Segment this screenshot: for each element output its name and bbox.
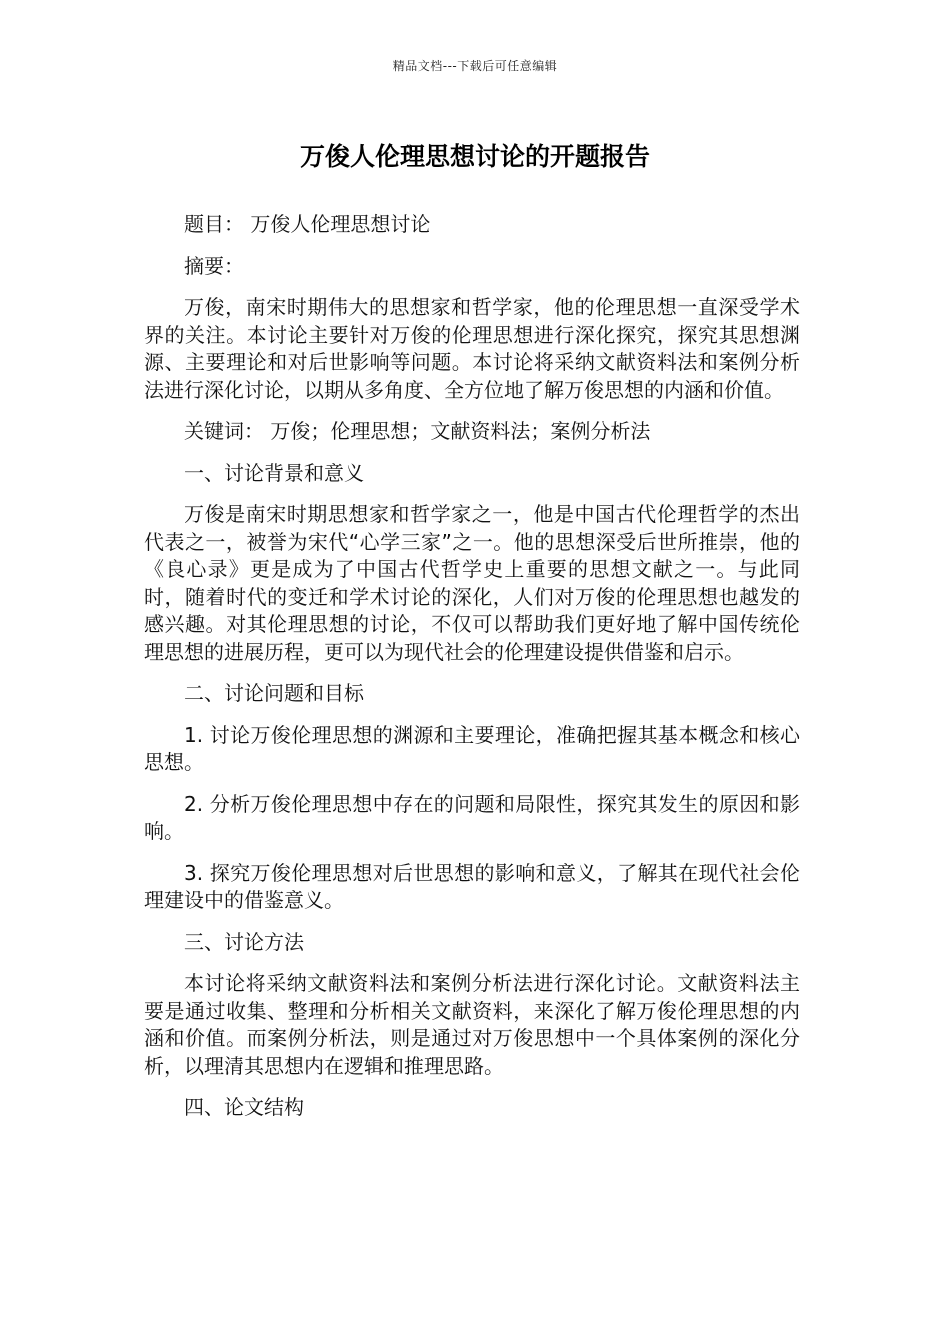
abstract-paragraph: 万俊，南宋时期伟大的思想家和哲学家，他的伦理思想一直深受学术界的关注。本讨论主要针对万俊的伦理思想进行深化探究，探究其思想渊源、主要理论和对后世影响等问题。本讨论将采纳文献资料法和案例分析法进行深化讨论，以期从多角度、全方位地了解万俊思想的内涵和价值。 xyxy=(144,295,800,402)
document-body xyxy=(144,211,800,1136)
document-title: 万俊人伦理思想讨论的开题报告 xyxy=(299,142,650,171)
question-item-1: 1. 讨论万俊伦理思想的渊源和主要理论，准确把握其基本概念和核心思想。 xyxy=(144,722,800,774)
section-heading-structure: 四、论文结构 xyxy=(184,1095,304,1119)
abstract-label: 摘要： xyxy=(184,253,244,278)
keywords-line: 关键词： 万俊；伦理思想；文献资料法；案例分析法 xyxy=(184,419,651,443)
background-paragraph: 万俊是南宋时期思想家和哲学家之一，他是中国古代伦理哲学的杰出代表之一，被誉为宋代“心学三家”之一。他的思想深受后世所推崇，他的《良心录》更是成为了中国古代哲学史上重要的思想文献之一。与此同时，随着时代的变迁和学术讨论的深化，人们对万俊的伦理思想也越发的感兴趣。对其伦理思想的讨论，不仅可以帮助我们更好地了解中国传统伦理思想的进展历程，更可以为现代社会的伦理建设提供借鉴和启示。 xyxy=(144,502,800,664)
question-item-3: 3. 探究万俊伦理思想对后世思想的影响和意义，了解其在现代社会伦理建设中的借鉴意义。 xyxy=(144,860,800,912)
section-heading-methods: 三、讨论方法 xyxy=(184,929,304,954)
header-note: 精品文档---下载后可任意编辑 xyxy=(392,59,558,73)
section-heading-background: 一、讨论背景和意义 xyxy=(184,460,364,485)
methods-paragraph: 本讨论将采纳文献资料法和案例分析法进行深化讨论。文献资料法主要是通过收集、整理和分析相关文献资料，来深化了解万俊伦理思想的内涵和价值。而案例分析法，则是通过对万俊思想中一个具体案例的深化分析，以理清其思想内在逻辑和推理思路。 xyxy=(144,971,800,1078)
question-item-2: 2. 分析万俊伦理思想中存在的问题和局限性，探究其发生的原因和影响。 xyxy=(144,791,800,843)
section-heading-questions: 二、讨论问题和目标 xyxy=(184,681,364,705)
topic-line: 题目： 万俊人伦理思想讨论 xyxy=(184,212,431,236)
